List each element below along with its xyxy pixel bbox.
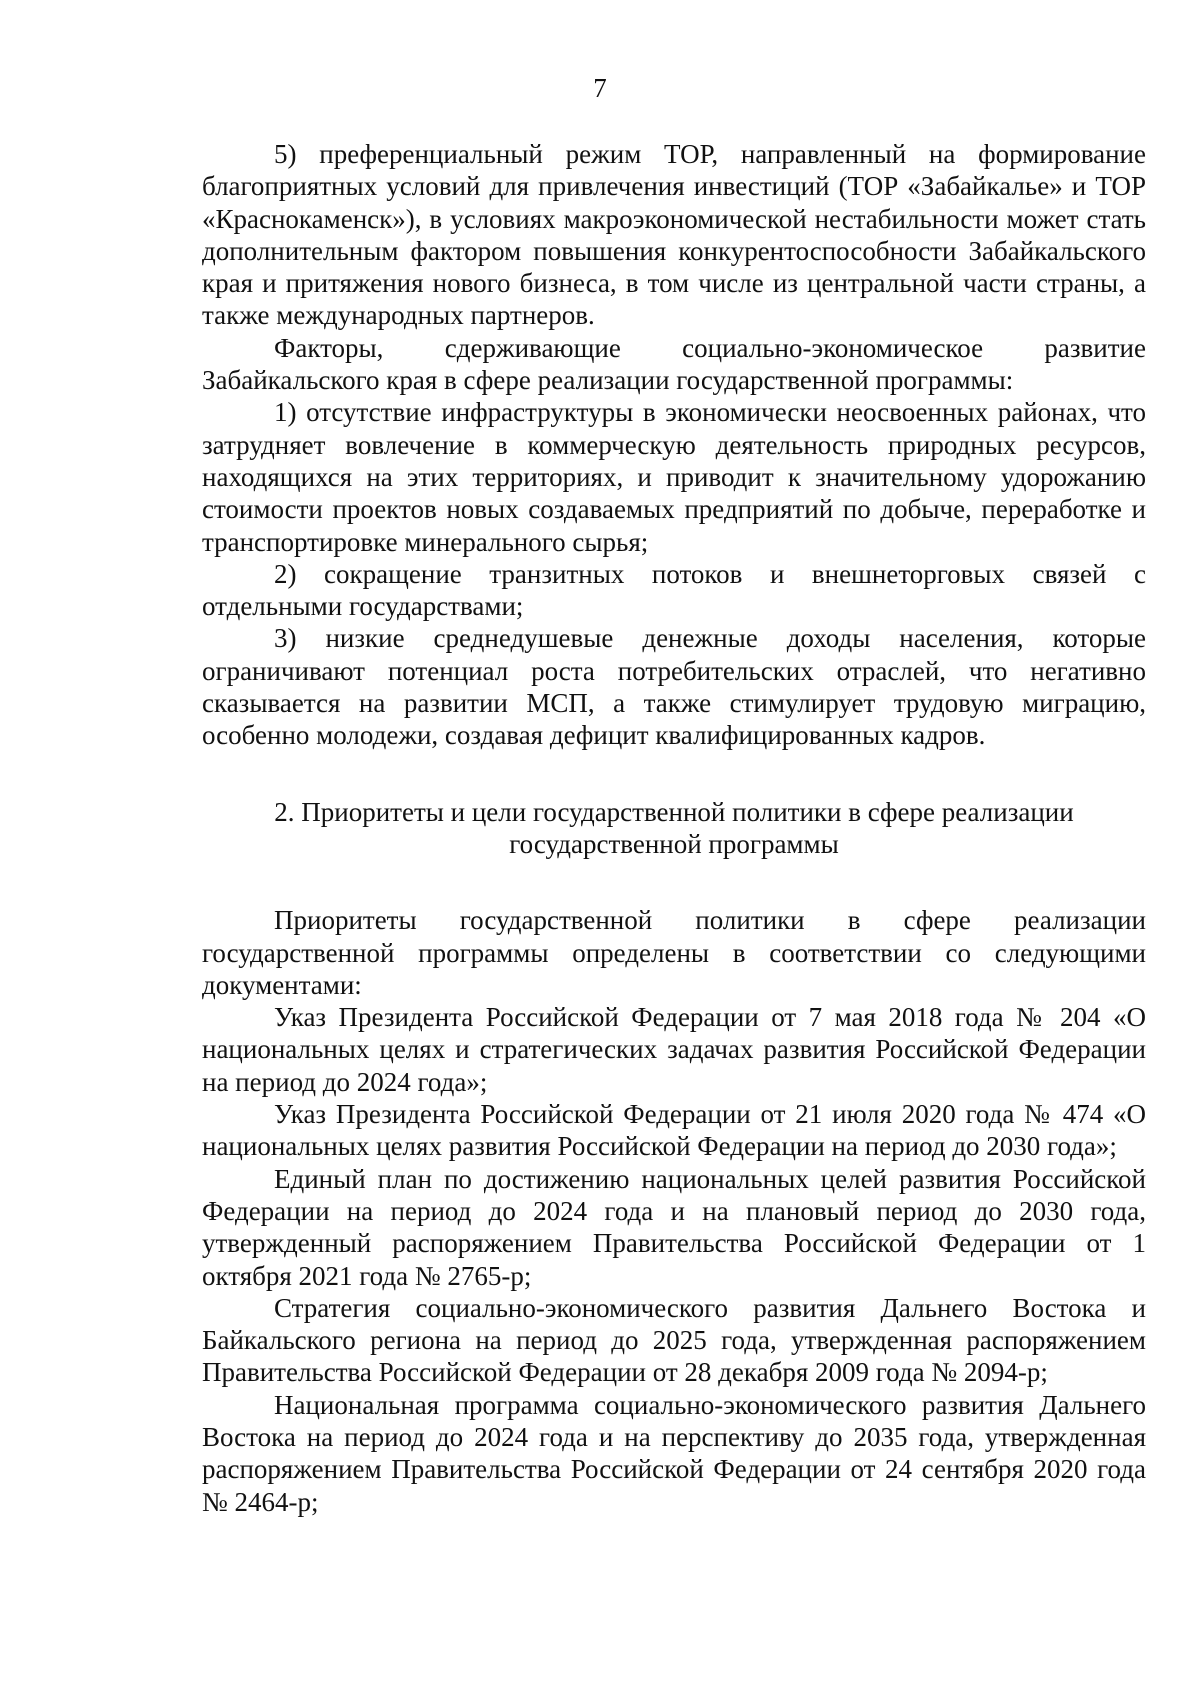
paragraph-tor-regime: 5) преференциальный режим ТОР, направленный на формирование благоприятных условий для привлечения инвестиций (ТОР «Забайкалье» и ТОР «Краснокаменск»), в условиях макроэкономической нестабильности может стать дополнительным фактором повышения конкурентоспособности Забайкальского края и притяжения нового бизнеса, в том числе из центральной части страны, а также международных партнеров.: [202, 139, 1146, 331]
paragraph-factor-infrastructure: 1) отсутствие инфраструктуры в экономически неосвоенных районах, что затрудняет вовлечение в коммерческую деятельность природных ресурсов, находящихся на этих территориях, и приводит к значительному удорожанию стоимости проектов новых создаваемых предприятий по добыче, переработке и транспортировке минерального сырья;: [202, 397, 1146, 557]
paragraph-national-program: Национальная программа социально-экономического развития Дальнего Востока на период до 2024 года и на перспективу до 2035 года, утвержденная распоряжением Правительства Российской Федерации от 24 сентября 2020 года № 2464-р;: [202, 1389, 1146, 1517]
paragraph-priorities-intro: Приоритеты государственной политики в сфере реализации государственной программы определены в соответствии со следующими документами:: [202, 905, 1146, 1000]
paragraph-strategy-far-east: Стратегия социально-экономического развития Дальнего Востока и Байкальского региона на период до 2025 года, утвержденная распоряжением Правительства Российской Федерации от 28 декабря 2009 года № 2094-р;: [202, 1292, 1146, 1388]
section-heading-line-2: государственной программы: [509, 828, 839, 859]
paragraph-factor-income: 3) низкие среднедушевые денежные доходы населения, которые ограничивают потенциал роста потребительских отраслей, что негативно сказывается на развитии МСП, а также стимулирует трудовую миграцию, особенно молодежи, создавая дефицит квалифицированных кадров.: [202, 623, 1146, 751]
section-heading: [202, 796, 1146, 861]
section-heading-line-1: 2. Приоритеты и цели государственной политики в сфере реализации: [274, 796, 1074, 827]
document-body: [202, 138, 1146, 1518]
paragraph-factor-transit: 2) сокращение транзитных потоков и внешнеторговых связей с отдельными государствами;: [202, 558, 1146, 622]
paragraph-decree-204: Указ Президента Российской Федерации от 7 мая 2018 года № 204 «О национальных целях и стратегических задачах развития Российской Федерации на период до 2024 года»;: [202, 1002, 1146, 1097]
paragraph-constraining-factors: Факторы, сдерживающие социально-экономическое развитие Забайкальского края в сфере реализации государственной программы:: [202, 332, 1146, 396]
paragraph-decree-474: Указ Президента Российской Федерации от 21 июля 2020 года № 474 «О национальных целях развития Российской Федерации на период до 2030 года»;: [202, 1099, 1146, 1162]
paragraph-unified-plan: Единый план по достижению национальных целей развития Российской Федерации на период до 2024 года и на плановый период до 2030 года, утвержденный распоряжением Правительства Российской Федерации от 1 октября 2021 года № 2765-р;: [202, 1163, 1146, 1291]
page-number: 7: [593, 73, 607, 103]
